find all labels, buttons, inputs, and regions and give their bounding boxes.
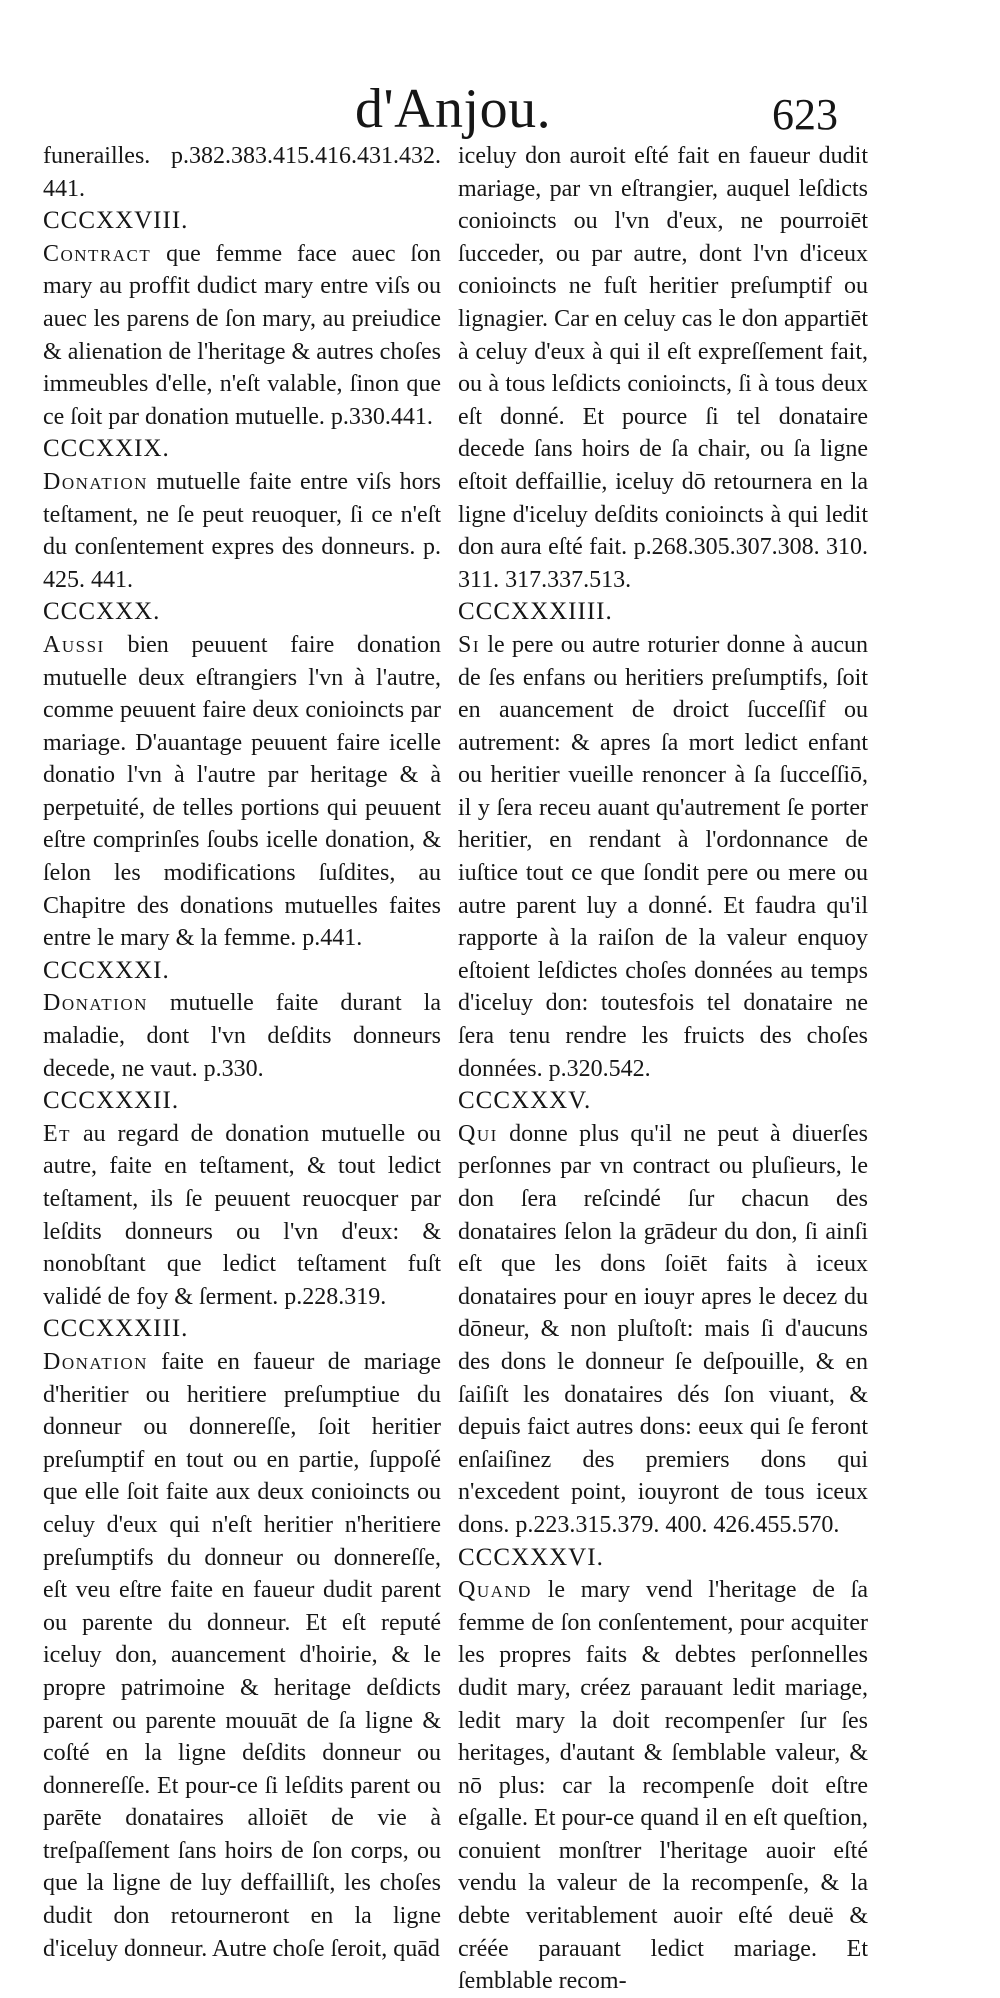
article-paragraph (458, 1118, 868, 1542)
paragraph-lead-word: Qui (458, 1120, 498, 1147)
paragraph-lead-word: Donation (43, 1348, 148, 1375)
article-number: CCCXXXIII. (43, 1315, 189, 1343)
article-paragraph (458, 629, 868, 1085)
continued-text: funerailles. p.382.383.415.416.431.432. 441. (43, 143, 441, 202)
article-paragraph (43, 1346, 441, 1965)
paragraph-text: au regard de donation mutuelle ou autre, faite en teſtament, & tout ledict teſtament, ils ſe peuuent reuocquer par leſdits donneurs ou l'vn d'eux: & nonobſtant que ledict teſtament fuſt validé de foy & ſerment. p.228.319. (43, 1120, 441, 1310)
left-column (43, 140, 441, 1965)
paragraph-lead-word: Quand (458, 1577, 532, 1604)
paragraph-text: que femme face auec ſon mary au proffit dudict mary entre viſs ou auec les parens de ſon mary, au preiudice & alienation de l'heritage & autres choſes immeubles d'elle, n'eſt valable, ſinon que ce ſoit par donation mutuelle. p.330.441. (43, 240, 441, 430)
article-number: CCCXXXVI. (458, 1543, 604, 1571)
article-number: CCCXXX. (43, 598, 161, 626)
paragraph-text: mutuelle faite durant la maladie, dont l'vn deſdits donneurs decede, ne vaut. p.330. (43, 990, 441, 1082)
article-paragraph (43, 987, 441, 1085)
article-paragraph (43, 1118, 441, 1314)
paragraph-lead-word: Aussi (43, 631, 105, 658)
page-number: 623 (772, 90, 838, 139)
paragraph-lead-word: Donation (43, 990, 148, 1017)
article-number: CCCXXXIIII. (458, 598, 613, 626)
paragraph-lead-word: Contract (43, 240, 152, 267)
paragraph-lead-word: Si (458, 631, 481, 658)
page-header (0, 78, 1000, 148)
running-title: d'Anjou. (355, 78, 552, 140)
article-number: CCCXXXII. (43, 1087, 180, 1115)
article-number: CCCXXXV. (458, 1087, 592, 1115)
right-column (458, 140, 868, 1998)
article-number: CCCXXIX. (43, 435, 170, 463)
paragraph-lead-word: Et (43, 1120, 72, 1147)
paragraph-lead-word: Donation (43, 468, 148, 495)
paragraph-text: donne plus qu'il ne peut à diuerſes perſonnes par vn contract ou pluſieurs, le don ſera reſcindé ſur chacun des donataires ſelon la grādeur du don, ſi ainſi eſt que les dons ſoiēt faits à iceux donataires pour en iouyr apres le decez du dōneur, & non pluſtoſt: mais ſi d'aucuns des dons le donneur ſe deſpouille, & en ſaiſiſt les donataires dés ſon viuant, & depuis faict autres dons: eeux qui ſe feront enſaiſinez des premiers dons qui n'excedent point, iouyront de tous iceux dons. p.223.315.379. 400. 426.455.570. (458, 1120, 868, 1538)
article-number: CCCXXXI. (43, 956, 170, 984)
article-paragraph (43, 238, 441, 434)
paragraph-text: bien peuuent faire donation mutuelle deux eſtrangiers l'vn à l'autre, comme peuuent faire deux conioincts par mariage. D'auantage peuuent faire icelle donatio l'vn à l'autre par heritage & à perpetuité, de telles portions qui peuuent eſtre comprinſes ſoubs icelle donation, & ſelon les modifications ſuſdites, au Chapitre des donations mutuelles faites entre le mary & la femme. p.441. (43, 631, 441, 952)
paragraph-text: mutuelle faite entre viſs hors teſtament, ne ſe peut reuoquer, ſi ce n'eſt du conſentement expres des donneurs. p. 425. 441. (43, 468, 441, 593)
continued-text: iceluy don auroit eſté fait en faueur dudit mariage, par vn eſtrangier, auquel leſdicts conioincts ou l'vn d'eux, ne pourroiēt ſucceder, ou par autre, dont l'vn d'iceux conioincts ne fuſt heritier preſumptif ou lignagier. Car en celuy cas le don appartiēt à celuy d'eux à qui il eſt expreſſement fait, ou à tous leſdicts conioincts, ſi à tous deux eſt donné. Et pource ſi tel donataire decede ſans hoirs de ſa chair, ou ſa ligne eſtoit deffaillie, iceluy dō retournera en la ligne d'iceluy deſdits conioincts à qui ledit don aura eſté fait. p.268.305.307.308. 310. 311. 317.337.513. (458, 143, 868, 593)
paragraph-text: faite en faueur de mariage d'heritier ou heritiere preſumptiue du donneur ou donnereſſe, ſoit heritier preſumptif en tout ou en partie, ſuppoſé que elle ſoit faite aux deux conioincts ou celuy d'eux qui n'eſt heritier n'heritiere preſumptifs du donneur ou donnereſſe, eſt veu eſtre faite en faueur dudit parent ou parente du donneur. Et eſt reputé iceluy don, auancement d'hoirie, & le propre patrimoine & heritage deſdicts parent ou parente mouuāt de ſa ligne & coſté en la ligne deſdits donneur ou donnereſſe. Et pour-ce ſi leſdits parent ou parēte donataires alloiēt de vie à treſpaſſement ſans hoirs de ſon corps, ou que la ligne de luy deffailliſt, les choſes dudit don retourneront en la ligne d'iceluy donneur. Autre choſe ſeroit, quād (43, 1348, 441, 1962)
article-paragraph (458, 1574, 868, 1998)
article-paragraph (43, 629, 441, 955)
paragraph-text: le pere ou autre roturier donne à aucun de ſes enfans ou heritiers preſumptifs, ſoit en auancement de droict ſucceſſif ou autrement: & apres ſa mort ledict enfant ou heritier vueille renoncer à ſa ſucceſſiō, il y ſera receu auant qu'autrement ſe porter heritier, en rendant à l'ordonnance de iuſtice tout ce que ſondit pere ou mere ou autre parent luy a donné. Et faudra qu'il rapporte à la raiſon de la valeur enquoy eſtoient leſdictes choſes données au temps d'iceluy don: toutesfois tel donataire ne ſera tenu rendre les fruicts des choſes données. p.320.542. (458, 631, 868, 1082)
paragraph-text: le mary vend l'heritage de ſa femme de ſon conſentement, pour acquiter les propres faits & debtes perſonnelles dudit mary, créez parauant ledit mariage, ledit mary la doit recompenſer ſur ſes heritages, d'autant & ſemblable valeur, & nō plus: car la recompenſe doit eſtre eſgalle. Et pour-ce quand il en eſt queſtion, conuient monſtrer l'heritage auoir eſté vendu la valeur de la recompenſe, & la debte veritablement auoir eſté deuë & créée parauant ledict mariage. Et ſemblable recom- (458, 1577, 868, 1995)
article-number: CCCXXVIII. (43, 207, 189, 235)
article-paragraph (43, 466, 441, 596)
